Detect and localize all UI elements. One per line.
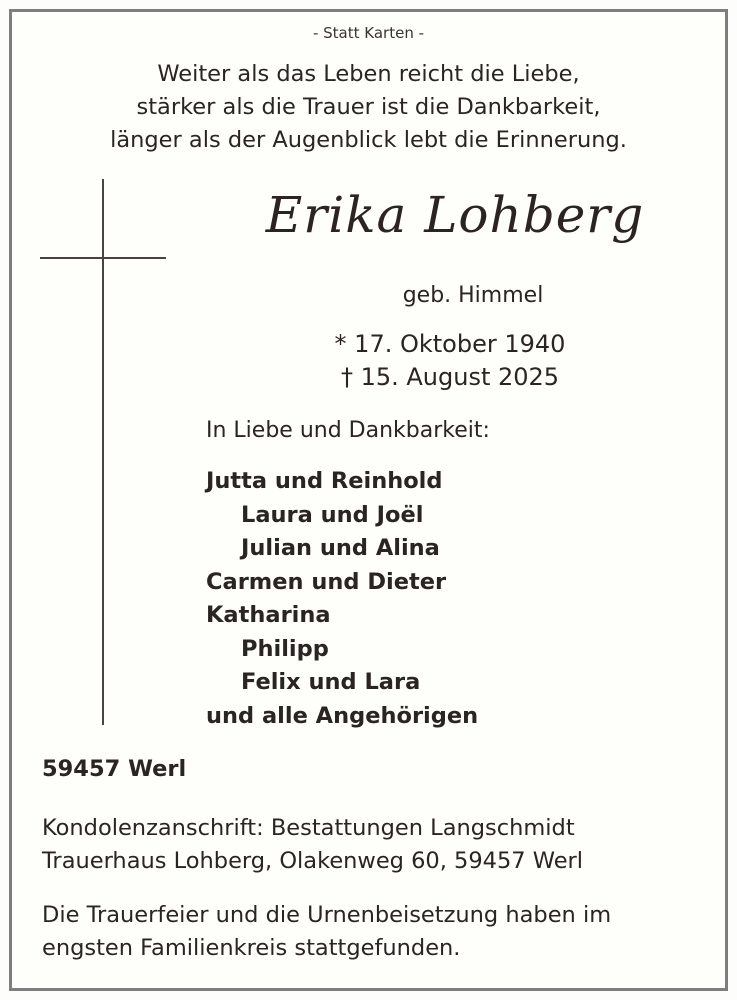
- city: 59457 Werl: [42, 756, 187, 782]
- poem-line: stärker als die Trauer ist die Dankbarkeit,: [136, 94, 601, 120]
- maiden-name: geb. Himmel: [402, 283, 544, 308]
- family-member: Felix und Lara: [241, 669, 421, 695]
- poem-line: Weiter als das Leben reicht die Liebe,: [157, 61, 580, 87]
- condolence-line: Kondolenzanschrift: Bestattungen Langschmidt: [42, 815, 575, 841]
- family-member: Laura und Joël: [241, 501, 424, 528]
- family-list: [206, 465, 478, 733]
- poem-line: länger als der Augenblick lebt die Erinnerung.: [110, 127, 627, 153]
- cross-icon-bar: [40, 257, 166, 259]
- death-date: † 15. August 2025: [340, 363, 560, 391]
- family-member: Carmen und Dieter: [206, 568, 447, 595]
- poem: [0, 58, 737, 157]
- family-member: Philipp: [241, 635, 329, 662]
- family-member: Katharina: [206, 602, 331, 628]
- ceremony-line: Die Trauerfeier und die Urnenbeisetzung haben im: [42, 902, 612, 928]
- dedication: In Liebe und Dankbarkeit:: [206, 418, 490, 443]
- birth-date: * 17. Oktober 1940: [334, 330, 566, 358]
- family-member: Jutta und Reinhold: [206, 468, 443, 494]
- cross-icon: [102, 179, 104, 725]
- ceremony-line: engsten Familienkreis stattgefunden.: [42, 935, 461, 961]
- deceased-name: Erika Lohberg: [265, 186, 645, 244]
- ceremony-note: [42, 899, 611, 965]
- family-member: Julian und Alina: [241, 535, 440, 561]
- life-dates: [300, 328, 600, 394]
- condolence-address: [42, 812, 583, 878]
- statt-karten-header: - Statt Karten -: [312, 24, 425, 42]
- family-member: und alle Angehörigen: [206, 702, 479, 729]
- condolence-line: Trauerhaus Lohberg, Olakenweg 60, 59457 Werl: [42, 848, 584, 874]
